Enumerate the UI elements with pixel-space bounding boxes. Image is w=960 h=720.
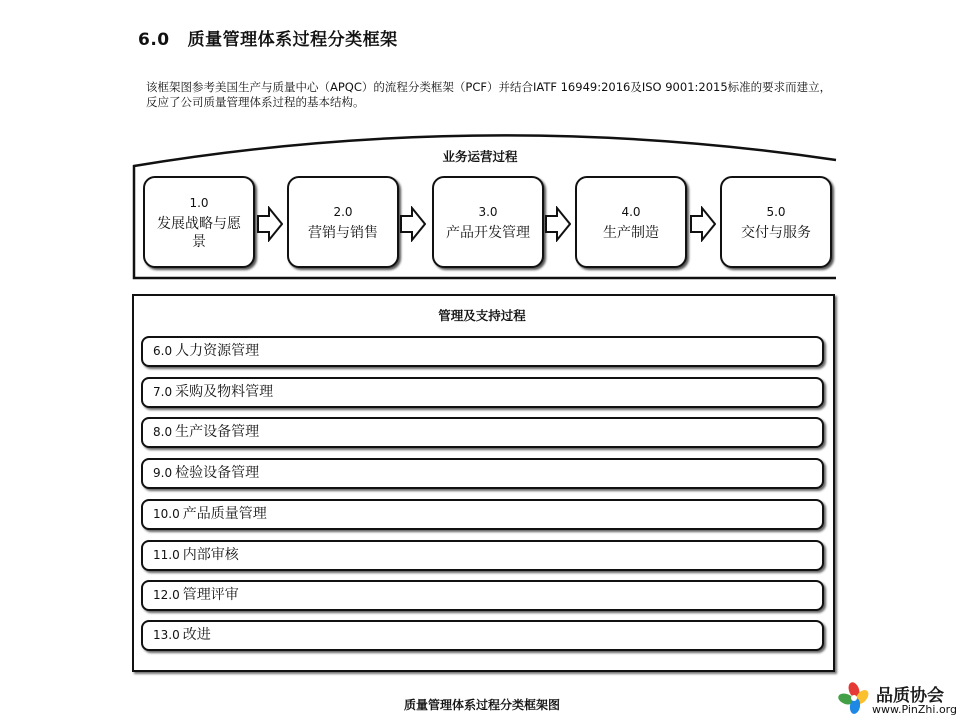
- support-item-management-review: [141, 580, 824, 611]
- operations-title: 业务运营过程: [442, 149, 518, 164]
- item-label: 生产设备管理: [175, 424, 260, 440]
- item-label: 产品质量管理: [182, 506, 267, 522]
- process-step-4: [575, 176, 687, 268]
- item-number: 11.0: [153, 548, 180, 562]
- step-number: 4.0: [621, 204, 641, 219]
- support-item-internal-audit: [141, 540, 824, 571]
- right-arrow-icon: [545, 206, 571, 242]
- item-number: 9.0: [153, 466, 173, 480]
- watermark-url: www.PinZhi.org: [872, 703, 957, 716]
- support-item-product-quality: [141, 499, 824, 530]
- step-number: 5.0: [766, 204, 786, 219]
- step-number: 3.0: [478, 204, 498, 219]
- item-number: 7.0: [153, 385, 173, 399]
- item-number: 12.0: [153, 588, 180, 602]
- item-label: 改进: [182, 627, 211, 643]
- right-arrow-icon: [400, 206, 426, 242]
- item-label: 内部审核: [182, 547, 239, 563]
- process-step-2: [287, 176, 399, 268]
- support-item-production-equipment: [141, 417, 824, 448]
- figure-caption: 质量管理体系过程分类框架图: [403, 698, 560, 712]
- intro-line: 反应了公司质量管理体系过程的基本结构。: [146, 95, 365, 109]
- item-number: 13.0: [153, 628, 180, 642]
- process-step-5: [720, 176, 832, 268]
- process-step-3: [432, 176, 544, 268]
- support-item-improvement: [141, 620, 824, 651]
- step-label: 发展战略与愿景: [157, 215, 241, 250]
- item-label: 检验设备管理: [175, 465, 260, 481]
- step-label: 交付与服务: [741, 224, 811, 241]
- item-label: 管理评审: [182, 587, 239, 603]
- watermark-name: 品质协会: [876, 686, 944, 706]
- support-item-procurement: [141, 377, 824, 408]
- item-number: 10.0: [153, 507, 180, 521]
- right-arrow-icon: [257, 206, 283, 242]
- item-label: 人力资源管理: [175, 343, 260, 359]
- section-heading: [138, 25, 398, 50]
- intro-paragraph: [146, 80, 846, 110]
- section-title: 质量管理体系过程分类框架: [187, 30, 398, 50]
- right-arrow-icon: [690, 206, 716, 242]
- support-item-hr: [141, 336, 824, 367]
- item-number: 6.0: [153, 344, 173, 358]
- step-number: 2.0: [333, 204, 353, 219]
- step-number: 1.0: [189, 195, 209, 210]
- step-label: 生产制造: [603, 224, 659, 241]
- intro-line: 该框架图参考美国生产与质量中心（APQC）的流程分类框架（PCF）并结合IATF 16949:2016及ISO 9001:2015标准的要求而建立，: [146, 80, 832, 94]
- step-label: 营销与销售: [308, 224, 378, 241]
- step-label: 产品开发管理: [446, 224, 530, 241]
- item-label: 采购及物料管理: [175, 384, 274, 400]
- support-item-inspection-equipment: [141, 458, 824, 489]
- section-number: 6.0: [138, 30, 170, 50]
- item-number: 8.0: [153, 425, 173, 439]
- support-title: 管理及支持过程: [438, 308, 526, 323]
- process-step-1: [143, 176, 255, 268]
